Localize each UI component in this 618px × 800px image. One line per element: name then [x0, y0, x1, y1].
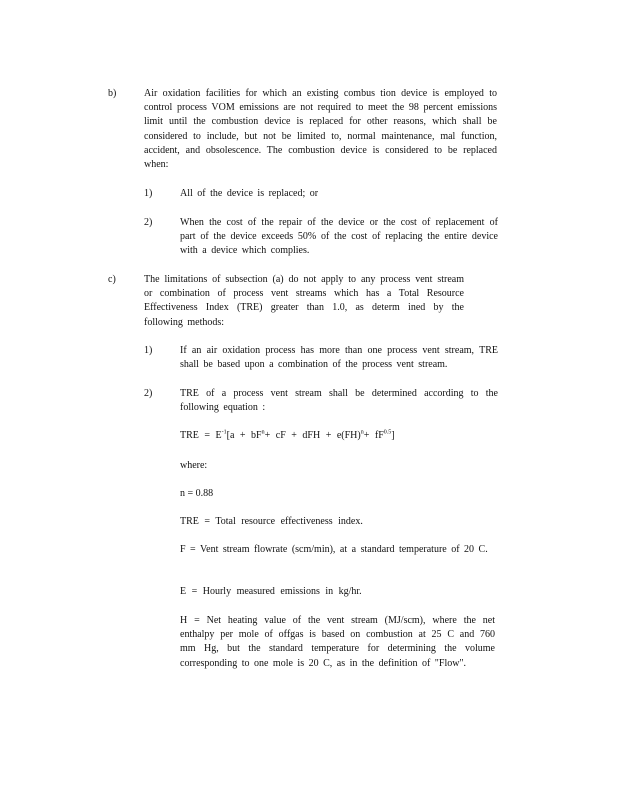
definition-h: H = Net heating value of the vent stream (MJ/scm), where the net enthalpy per mole of offgas is based on combustion at 25 C and 760 mm Hg, but the standard temperature for determining the volume corresponding to one mole is 20 C, as in the definition of "Flow". [180, 615, 495, 669]
equation-part3: + fF [363, 430, 384, 441]
equation-sup-n: n [261, 429, 265, 436]
equation-lhs: TRE = E [180, 430, 222, 441]
definition-n: n = 0.88 [180, 488, 214, 499]
tre-equation [180, 429, 395, 443]
item-c-text: The limitations of subsection (a) do not apply to any process vent stream or combination of process vent streams which has a Total Resource Effectiveness Index (TRE) greater than 1.0, as determ ined by the following methods: [144, 274, 464, 328]
equation-part4: ] [391, 430, 395, 441]
item-c-sub1-text: If an air oxidation process has more than one process vent stream, TRE shall be based upon a combination of the process vent stream. [180, 345, 498, 371]
item-b-label: b) [108, 88, 117, 99]
definition-tre: TRE = Total resource effectiveness index. [180, 516, 363, 527]
item-b-sub2-text: When the cost of the repair of the device or the cost of replacement of part of the device exceeds 50% of the cost of replacing the entire device with a device which complies. [180, 217, 498, 257]
definition-f: F = Vent stream flowrate (scm/min), at a standard temperature of 20 C. [180, 544, 488, 555]
equation-part2: + cF + dFH + e(FH) [264, 430, 361, 441]
definition-e: E = Hourly measured emissions in kg/hr. [180, 586, 362, 597]
equation-part1: [a + bF [226, 430, 262, 441]
item-b-text: Air oxidation facilities for which an existing combus tion device is employed to control process VOM emissions are not required to meet the 98 percent emissions limit until the combustion device is replaced for other reasons, which shall be considered to include, but not be limited to, normal maintenance, mal function, accident, and obsolescence. The combustion device is considered to be replaced when: [144, 88, 497, 171]
item-b-sub1-label: 1) [144, 188, 153, 199]
where-label: where: [180, 460, 208, 471]
equation-sup-e: -1 [221, 429, 227, 436]
item-c-sub1-label: 1) [144, 345, 153, 356]
item-b-sub2-label: 2) [144, 217, 153, 228]
item-c-sub2-label: 2) [144, 388, 153, 399]
item-b-sub1-text: All of the device is replaced; or [180, 188, 319, 199]
equation-sup-n2: n [360, 429, 364, 436]
item-c-label: c) [108, 274, 116, 285]
item-c-sub2-text: TRE of a process vent stream shall be determined according to the following equation : [180, 388, 498, 414]
equation-sup-half: 0.5 [383, 429, 392, 436]
